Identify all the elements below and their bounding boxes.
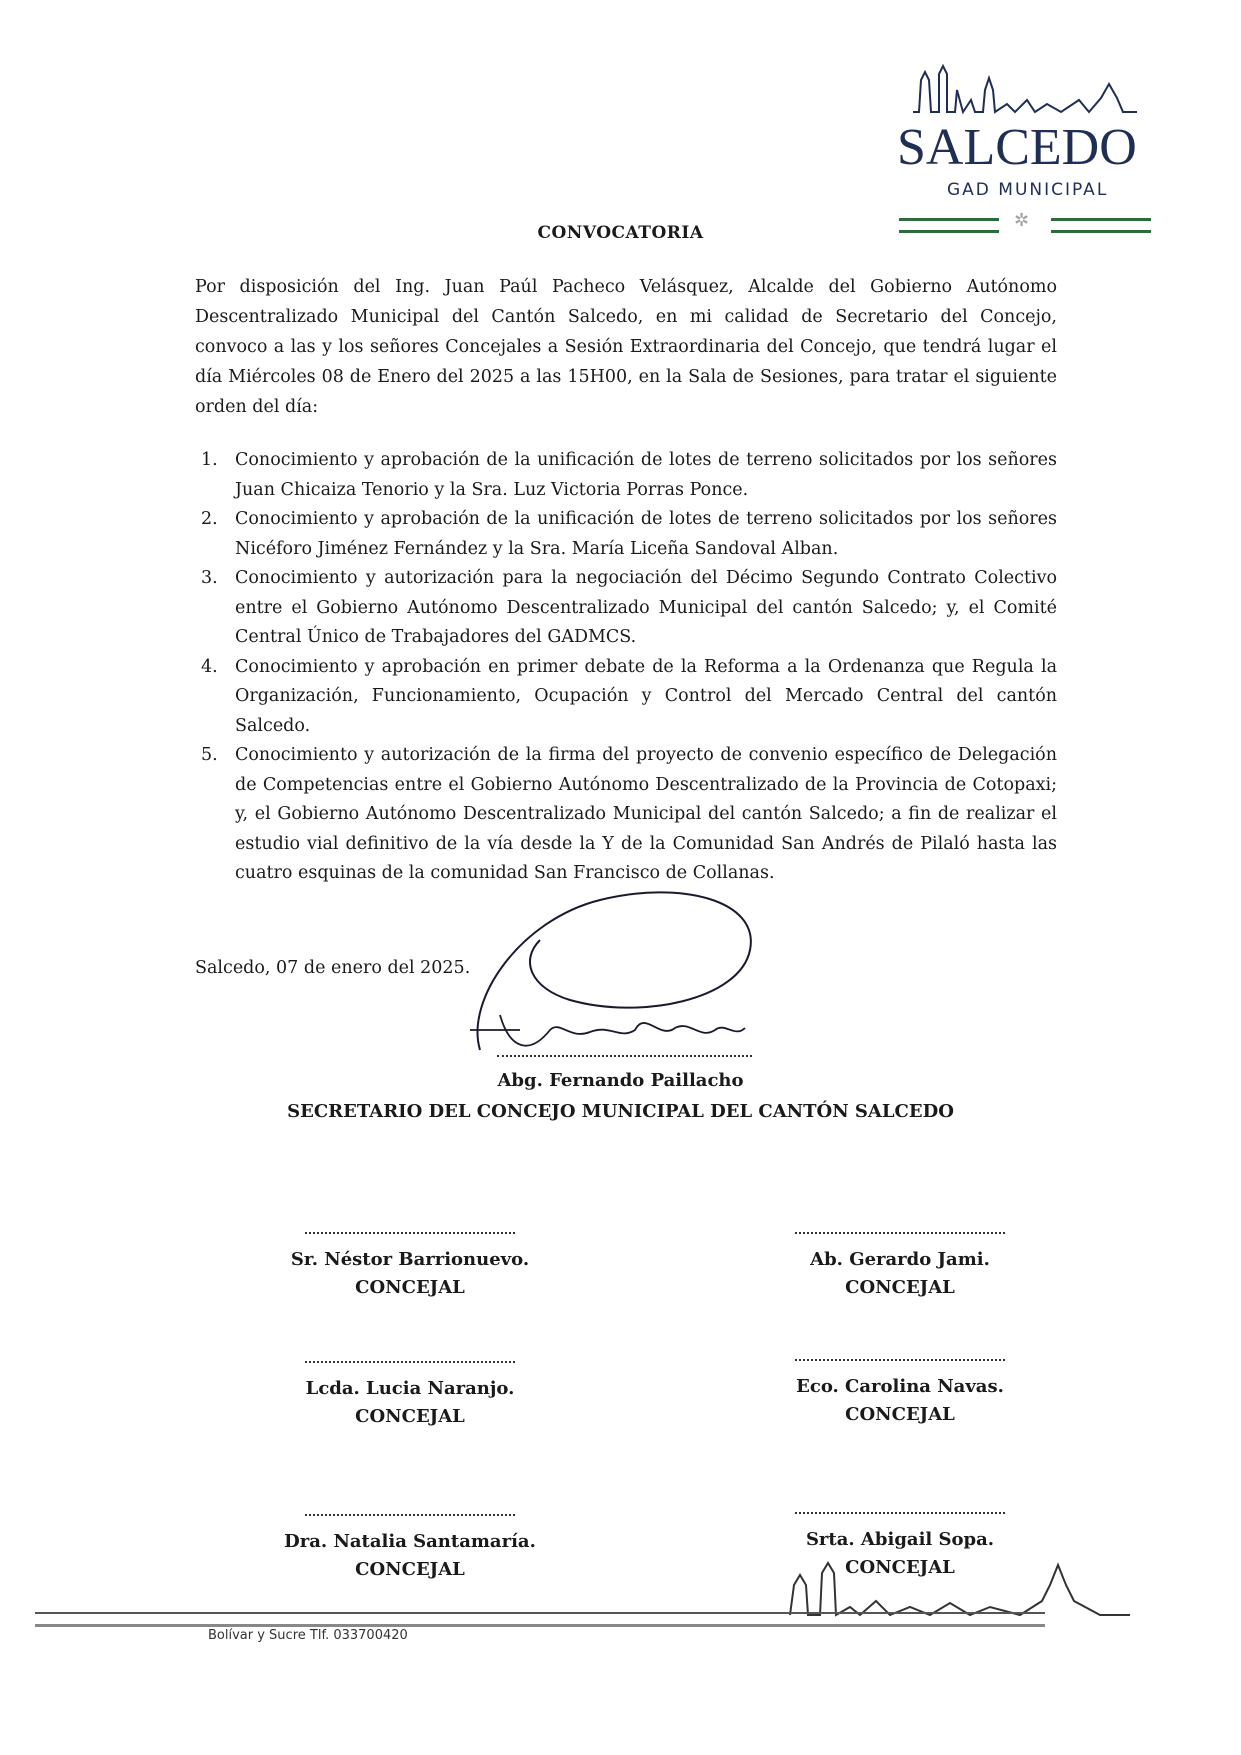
agenda-list <box>201 446 1057 889</box>
intro-paragraph: Por disposición del Ing. Juan Paúl Pacheco Velásquez, Alcalde del Gobierno Autónomo Descentralizado Municipal del Cantón Salcedo, en mi calidad de Secretario del Concejo, convoco a las y los señores Concejales a Sesión Extraordinaria del Concejo, que tendrá lugar el día Miércoles 08 de Enero del 2025 a las 15H00, en la Sala de Sesiones, para tratar el siguiente orden del día: <box>195 277 1057 417</box>
signature-line <box>795 1232 1005 1234</box>
councillor-name: Eco. Carolina Navas. <box>796 1376 1004 1397</box>
signature-line <box>795 1512 1005 1514</box>
footer-address: Bolívar y Sucre Tlf. 033700420 <box>208 1628 408 1643</box>
agenda-number: 1. <box>201 450 218 470</box>
agenda-number: 5. <box>201 745 218 765</box>
place-and-date: Salcedo, 07 de enero del 2025. <box>195 958 471 978</box>
logo-subtitle: GAD MUNICIPAL <box>947 180 1109 200</box>
councillor-block <box>260 1232 560 1302</box>
councillor-role: CONCEJAL <box>355 1277 465 1298</box>
agenda-number: 4. <box>201 656 218 677</box>
agenda-item <box>201 653 1057 742</box>
signature-line <box>305 1232 515 1234</box>
secretary-role: SECRETARIO DEL CONCEJO MUNICIPAL DEL CANTÓN SALCEDO <box>287 1101 954 1122</box>
councillor-block <box>750 1232 1050 1302</box>
document-title: CONVOCATORIA <box>537 223 704 243</box>
councillor-name: Dra. Natalia Santamaría. <box>284 1531 536 1552</box>
councillor-role: CONCEJAL <box>355 1559 465 1580</box>
signature-line <box>795 1359 1005 1361</box>
councillor-role: CONCEJAL <box>355 1406 465 1427</box>
agenda-text: Conocimiento y aprobación de la unificación de lotes de terreno solicitados por los señores Juan Chicaiza Tenorio y la Sra. Luz Victoria Porras Ponce. <box>235 450 1057 500</box>
footer-rule <box>35 1612 1045 1627</box>
city-skyline-icon <box>911 60 1141 120</box>
logo-brand-name: SALCEDO <box>897 119 1137 176</box>
councillor-role: CONCEJAL <box>845 1277 955 1298</box>
secretary-name: Abg. Fernando Paillacho <box>497 1070 744 1091</box>
agenda-text: Conocimiento y aprobación en primer debate de la Reforma a la Ordenanza que Regula la Organización, Funcionamiento, Ocupación y Control del Mercado Central del cantón Salcedo. <box>235 656 1057 736</box>
councillor-block <box>260 1361 560 1431</box>
councillor-block <box>260 1514 560 1584</box>
agenda-item <box>201 446 1057 505</box>
councillor-role: CONCEJAL <box>845 1557 955 1578</box>
agenda-item <box>201 741 1057 889</box>
agenda-item <box>201 564 1057 653</box>
salcedo-logo <box>885 60 1155 240</box>
councillor-name: Ab. Gerardo Jami. <box>810 1249 990 1270</box>
signature-line <box>497 1055 752 1057</box>
handwritten-signature <box>460 880 780 1060</box>
signature-line <box>305 1361 515 1363</box>
agenda-item <box>201 505 1057 564</box>
star-icon: ✲ <box>1014 210 1030 231</box>
councillor-name: Lcda. Lucia Naranjo. <box>305 1378 515 1399</box>
councillor-name: Srta. Abigail Sopa. <box>805 1529 995 1550</box>
councillor-role: CONCEJAL <box>845 1404 955 1425</box>
agenda-text: Conocimiento y autorización de la firma del proyecto de convenio específico de Delegación de Competencias entre el Gobierno Autónomo Descentralizado de la Provincia de Cotopaxi; y, el Gobierno Autónomo Descentralizado Municipal del cantón Salcedo; a fin de realizar el estudio vial definitivo de la vía desde la Y de la Comunidad San Andrés de Pilaló hasta las cuatro esquinas de la comunidad San Francisco de Collanas. <box>235 745 1057 883</box>
agenda-text: Conocimiento y aprobación de la unificación de lotes de terreno solicitados por los señores Nicéforo Jiménez Fernández y la Sra. María Liceña Sandoval Alban. <box>235 509 1057 559</box>
councillor-name: Sr. Néstor Barrionuevo. <box>290 1249 530 1270</box>
councillor-block <box>750 1359 1050 1429</box>
agenda-text: Conocimiento y autorización para la negociación del Décimo Segundo Contrato Colectivo entre el Gobierno Autónomo Descentralizado Municipal del cantón Salcedo; y, el Comité Central Único de Trabajadores del GADMCS. <box>235 568 1057 647</box>
agenda-number: 2. <box>201 509 218 529</box>
signature-line <box>305 1514 515 1516</box>
agenda-number: 3. <box>201 568 218 588</box>
